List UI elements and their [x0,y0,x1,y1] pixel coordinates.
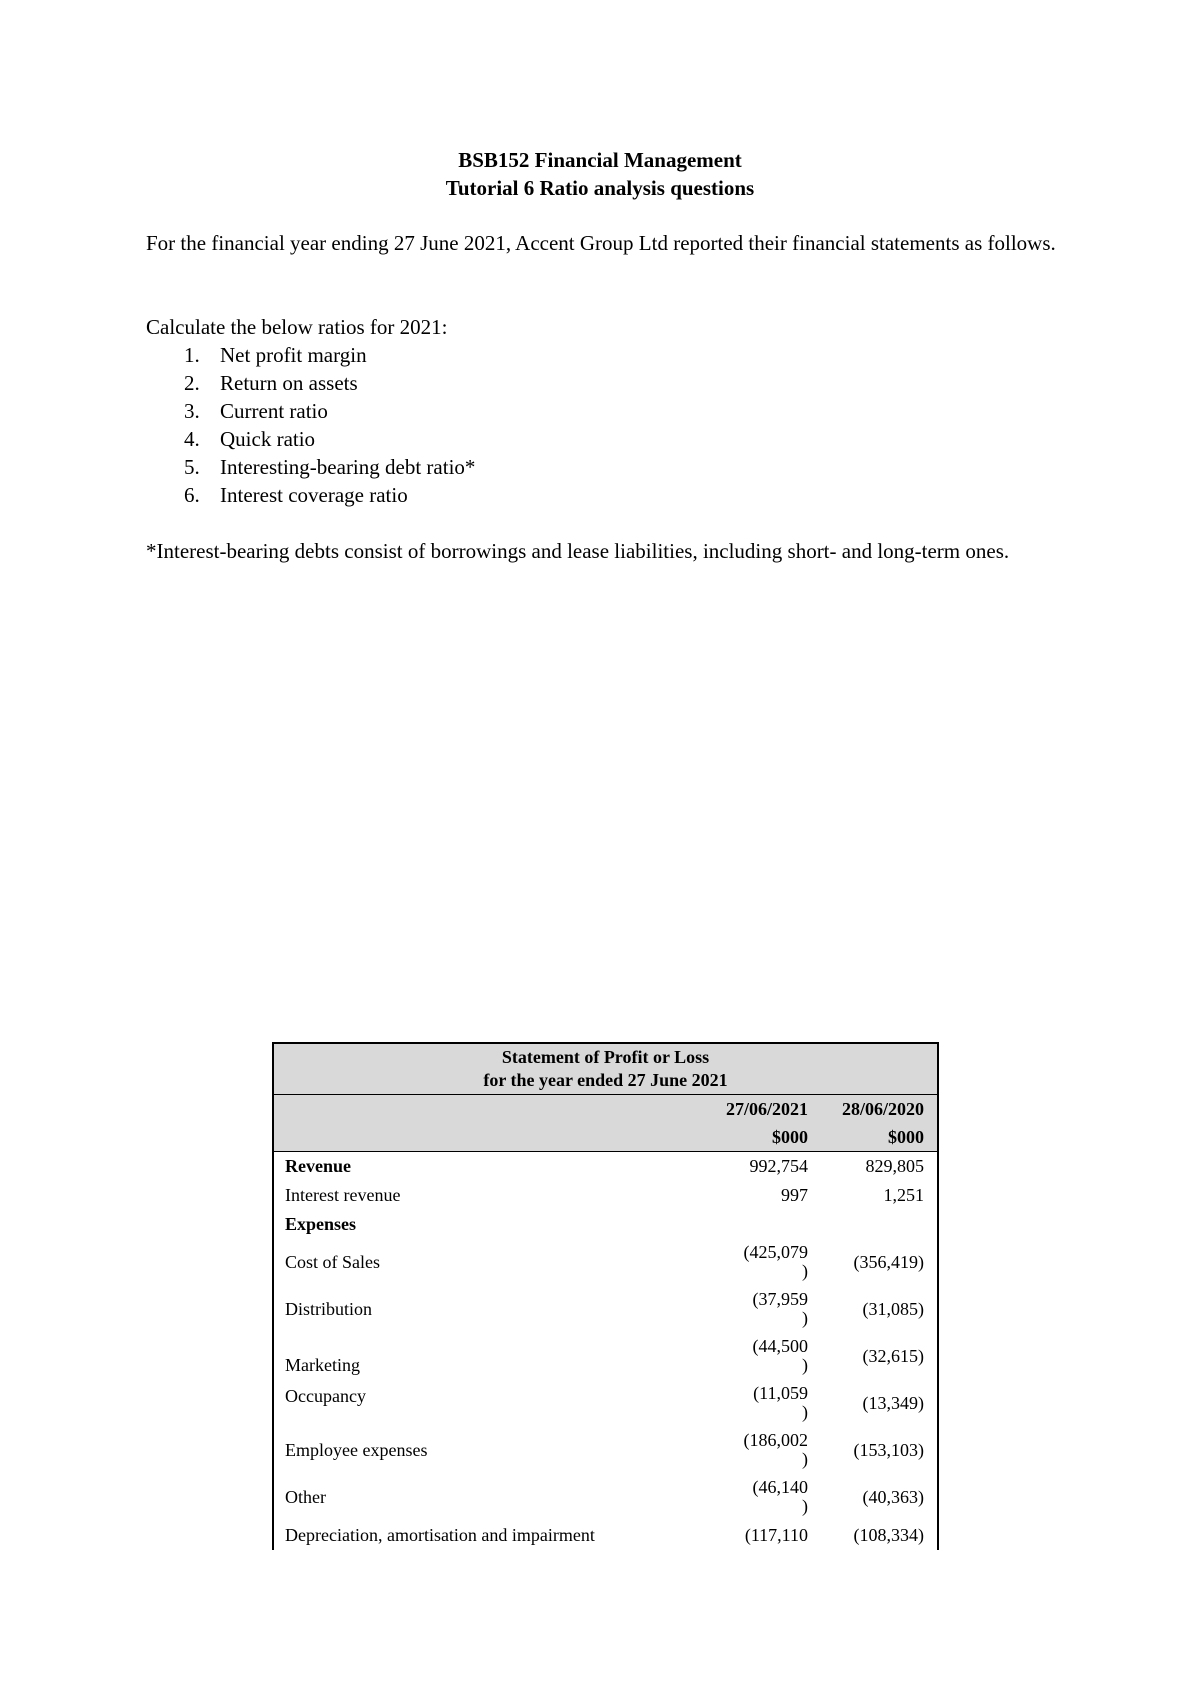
col-2020-unit: $000 [888,1127,924,1147]
ratio-item: 4. Quick ratio [184,427,316,451]
table-row: Employee expenses (186,002 ) (153,103) [285,1430,924,1469]
table-row: Marketing (44,500 ) (32,615) [285,1336,924,1375]
ratio-item: 5. Interesting-bearing debt ratio* [184,455,476,479]
table-row: Interest revenue 997 1,251 [285,1185,924,1205]
ratios-section [146,313,1062,509]
statement-column-headers [274,1095,937,1152]
footnote: *Interest-bearing debts consist of borrowings and lease liabilities, including short- and long-term ones. [146,539,1010,563]
statement-subtitle: for the year ended 27 June 2021 [483,1070,728,1090]
col-2021-unit: $000 [772,1127,808,1147]
ratio-item: 2. Return on assets [184,371,358,395]
ratio-item: 3. Current ratio [184,399,328,423]
table-row: Distribution (37,959 ) (31,085) [285,1289,924,1328]
col-2020-date: 28/06/2020 [841,1099,924,1119]
ratio-item: 6. Interest coverage ratio [184,483,408,507]
table-row: Revenue 992,754 829,805 [285,1156,924,1176]
course-title: BSB152 Financial Management [458,148,742,172]
profit-loss-statement [272,1042,939,1550]
document-title [0,146,1200,202]
table-row: Expenses [285,1214,357,1234]
ratios-intro: Calculate the below ratios for 2021: [146,315,448,339]
table-row: Occupancy (11,059 ) (13,349) [285,1383,924,1422]
ratio-list [146,341,1062,509]
table-row: Depreciation, amortisation and impairment (117,110 (108,334) [285,1525,924,1545]
statement-header [274,1044,937,1095]
table-row: Cost of Sales (425,079 ) (356,419) [285,1242,924,1281]
table-row: Other (46,140 ) (40,363) [285,1477,924,1516]
intro-paragraph: For the financial year ending 27 June 2021, Accent Group Ltd reported their financial statements as follows. [146,231,1056,255]
ratio-item: 1. Net profit margin [184,343,367,367]
col-2021-date: 27/06/2021 [725,1099,808,1119]
tutorial-title: Tutorial 6 Ratio analysis questions [445,176,755,200]
statement-title: Statement of Profit or Loss [501,1047,710,1067]
